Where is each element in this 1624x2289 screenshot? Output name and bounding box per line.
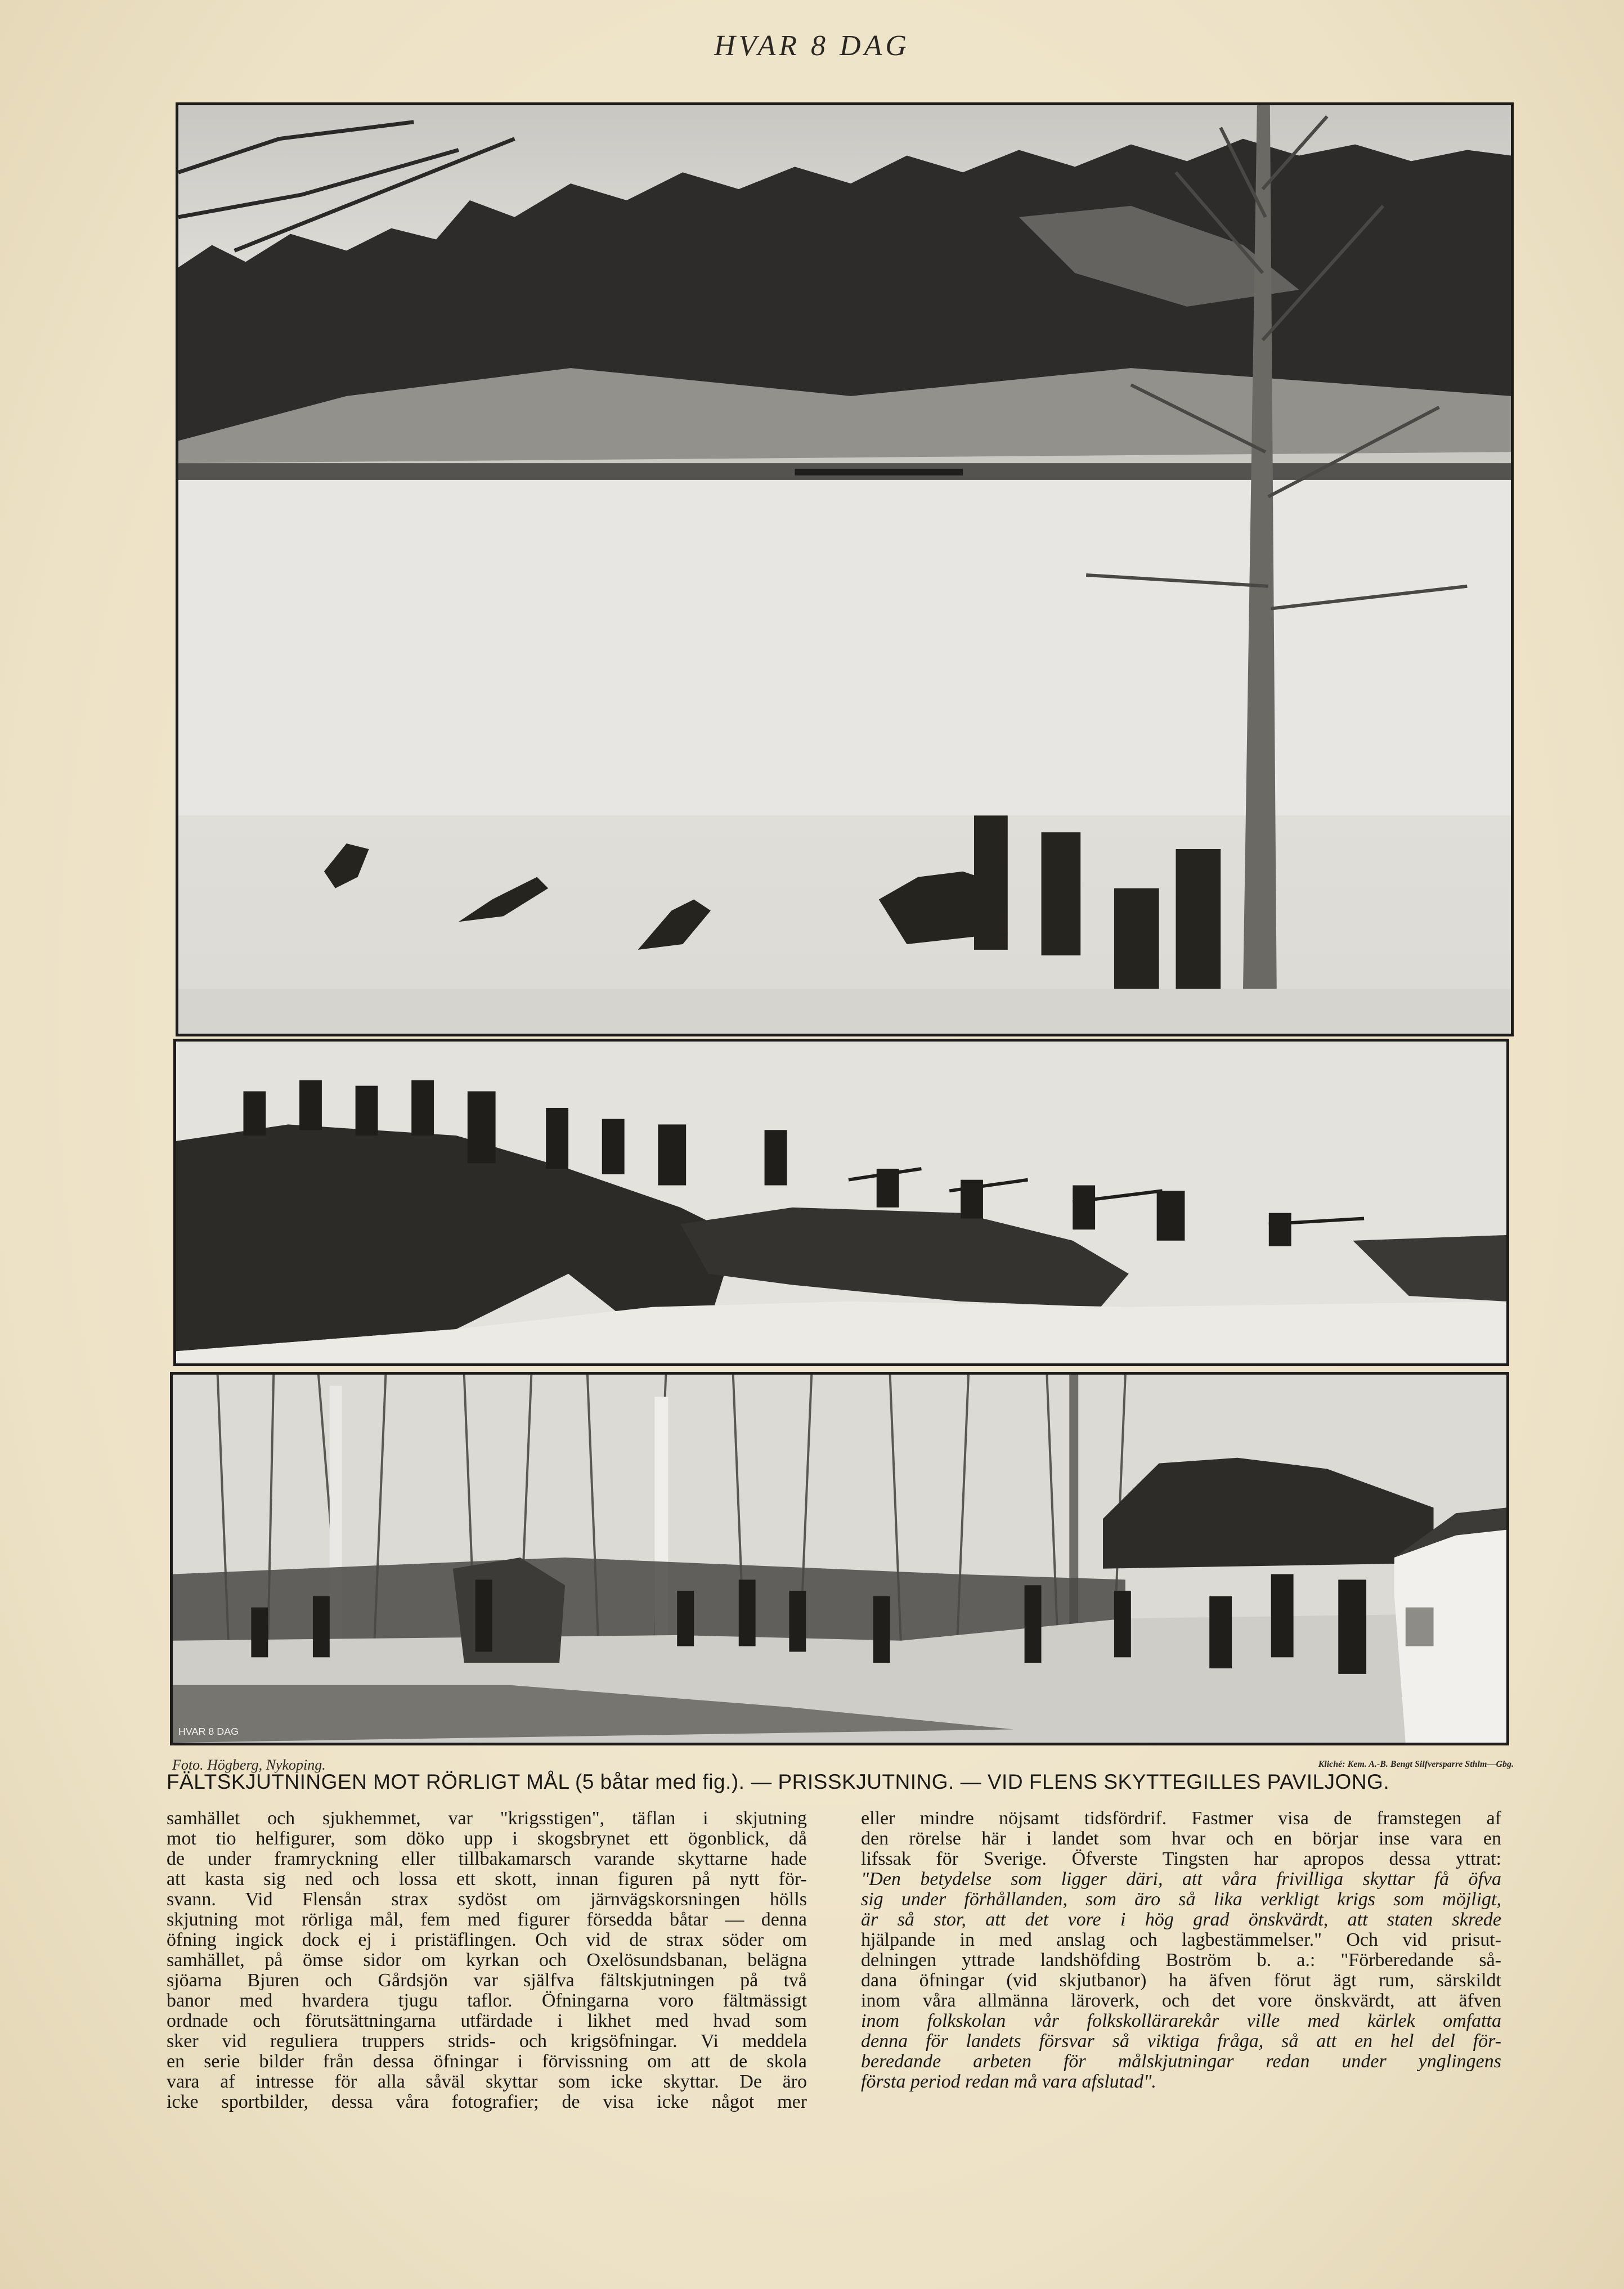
article-quote-line: inom folkskolan vår folkskollärarekår ville med kärlek omfatta <box>861 2010 1501 2031</box>
article-line: dana öfningar (vid skjutbanor) ha äfven förut ägt rum, särskildt <box>861 1970 1501 1991</box>
article-line: samhället och sjukhemmet, var "krigsstigen", täflan i skjutning <box>167 1808 807 1829</box>
article-line: svann. Vid Flensån strax sydöst om järnvägskorsningen hölls <box>167 1889 807 1910</box>
article-line: sjöarna Bjuren och Gårdsjön var själfva fältskjutningen på två <box>167 1970 807 1991</box>
photo-flen-shooting-guild-pavilion-image <box>173 1375 1506 1743</box>
masthead-title: HVAR 8 DAG <box>714 30 910 62</box>
photo-field-shooting-lake-image <box>178 105 1511 1034</box>
article-line: icke sportbilder, dessa våra fotografier; de visa icke något mer <box>167 2091 807 2112</box>
article-line: en serie bilder från dessa öfningar i förvissning om att de skola <box>167 2051 807 2072</box>
photo-prize-shooting-rocks <box>173 1039 1509 1366</box>
article-quote-line: hjälpande in med anslag och lagbestämmelser." Och vid prisut- <box>861 1929 1501 1950</box>
article-line: de under framryckning eller tillbakamarsch varande skyttarne hade <box>167 1848 807 1869</box>
photo-watermark: HVAR 8 DAG <box>178 1726 239 1738</box>
photo-field-shooting-lake <box>176 102 1514 1036</box>
article-line: mot tio helfigurer, som döko upp i skogsbrynet ett ögonblick, då <box>167 1828 807 1849</box>
article-quote-line: "Den betydelse som ligger däri, att våra frivilliga skyttar få öfva <box>861 1869 1501 1889</box>
photo-caption: FÄLTSKJUTNINGEN MOT RÖRLIGT MÅL (5 båtar med fig.). — PRISSKJUTNING. — VID FLENS SKYTTEGILLES PAVILJONG. <box>167 1770 1390 1793</box>
article-quote-line: sig under förhållanden, som äro så lika verkligt krigs som möjligt, <box>861 1889 1501 1910</box>
article-line: samhället, på ömse sidor om kyrkan och Oxelösundsbanan, belägna <box>167 1950 807 1971</box>
article-line: lifssak för Sverige. Öfverste Tingsten har apropos dessa yttrat: <box>861 1848 1501 1869</box>
article-line: inom våra allmänna läroverk, och det vore önskvärdt, att äfven <box>861 1990 1501 2011</box>
article-line: sker vid reguliera truppers strids- och krigsöfningar. Vi meddela <box>167 2031 807 2052</box>
article-quote-line: beredande arbeten för målskjutningar redan under ynglingens <box>861 2051 1501 2072</box>
article-line: vara af intresse för alla såväl skyttar som icke skyttar. De äro <box>167 2071 807 2092</box>
article-line: ordnade och förutsättningarna utfärdade i likhet med hvad som <box>167 2010 807 2031</box>
article-line: eller mindre nöjsamt tidsfördrif. Fastmer visa de framstegen af <box>861 1808 1501 1829</box>
article-column-left <box>167 1808 807 2112</box>
article-line: banor med hvardera tjugu taflor. Öfningarna voro fältmässigt <box>167 1990 807 2011</box>
article-quote-line: är så stor, att det vore i hög grad önskvärdt, att staten skrede <box>861 1909 1501 1930</box>
engraving-credit: Kliché: Kem. A.-B. Bengt Silfversparre Sthlm—Gbg. <box>1318 1760 1514 1769</box>
article-line: den rörelse här i landet som hvar och en börjar inse vara en <box>861 1828 1501 1849</box>
photo-prize-shooting-rocks-image <box>176 1042 1506 1363</box>
article-quote-line: första period redan må vara afslutad". <box>861 2071 1156 2092</box>
photo-credit: Foto. Högberg, Nykoping. <box>172 1757 326 1773</box>
article-line: skjutning mot rörliga mål, fem med figurer försedda båtar — denna <box>167 1909 807 1930</box>
photo-flen-shooting-guild-pavilion <box>170 1372 1509 1745</box>
article-line: öfning ingick dock ej i pristäflingen. Och vid de strax söder om <box>167 1929 807 1950</box>
article-quote-line: denna för landets försvar så viktiga fråga, så att en hel del för- <box>861 2031 1501 2052</box>
article-line: delningen yttrade landshöfding Boström b. a.: "Förberedande så- <box>861 1950 1501 1971</box>
article-column-right <box>861 1808 1501 2092</box>
article-line: att kasta sig ned och lossa ett skott, innan figuren på nytt för- <box>167 1869 807 1889</box>
